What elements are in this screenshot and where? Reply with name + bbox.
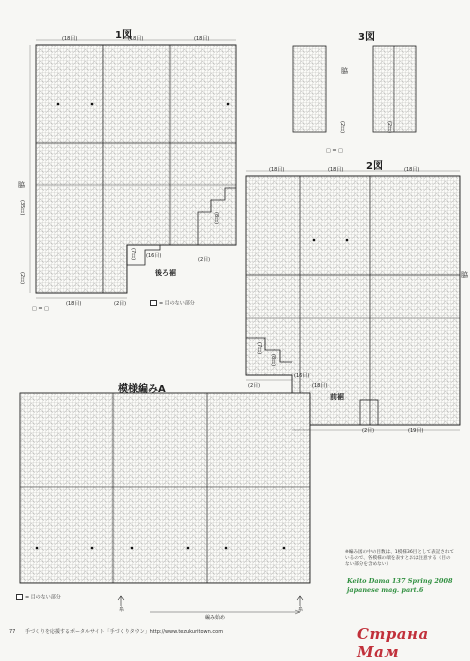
- fig1-side-label: 脇: [18, 181, 25, 189]
- fig2-top-count: (18目): [404, 167, 420, 173]
- figure-3-title: 3図: [358, 32, 375, 43]
- fig1-left-count: (2目): [19, 272, 25, 285]
- fig2-bottom-count: (18目): [312, 383, 328, 389]
- fig1-top-count: (18目): [194, 36, 210, 42]
- fig1-step-count: (7目): [130, 248, 136, 261]
- footer-text: 手づくりを応援するポータルサイト「手づくりタウン」http://www.tezukuritown.com: [24, 629, 224, 635]
- pattern-a-arrow-label: 糸: [298, 607, 304, 613]
- fig3-bottom-count: (2目): [339, 121, 345, 134]
- pattern-a-legend: [16, 594, 61, 602]
- fig2-step-count: (7目): [256, 342, 262, 355]
- figure-2-chart: [246, 176, 460, 425]
- fig2-caption: 前裾: [330, 393, 344, 401]
- fig2-step-count: (16目): [294, 373, 310, 379]
- page-number: 77: [9, 629, 16, 635]
- fig1-box-legend: □ = □: [32, 306, 49, 312]
- fig3-bottom-count: (2目): [386, 121, 392, 134]
- pattern-a-arrow-label: 編み始め: [205, 615, 226, 621]
- fig1-step-count: (2目): [198, 257, 211, 263]
- page-footer: [9, 628, 223, 635]
- fig1-left-count: (35目): [19, 200, 25, 216]
- pattern-note: ※編み図の中の目数は、1模様36目として表記されているので、各模様の端を表すとおは注意する（目のない部分を含めない）: [345, 550, 455, 567]
- pattern-a-title: 模様編みA: [118, 384, 166, 395]
- pattern-a-legend-item: = 目のない部分: [25, 594, 61, 601]
- fig2-top-count: (18目): [328, 167, 344, 173]
- fig3-box-legend: □ = □: [326, 148, 343, 154]
- fig2-side-label: 脇: [461, 271, 468, 279]
- magazine-credit: [347, 577, 453, 595]
- fig1-step-count: (8目): [213, 212, 219, 225]
- fig1-top-count: (18目): [128, 36, 144, 42]
- pattern-a-chart: [20, 393, 310, 614]
- pattern-a-arrow-label: 糸: [119, 607, 125, 613]
- fig1-top-count: (18目): [62, 36, 78, 42]
- credit-line-1: Keito Dama 137 Spring 2008: [347, 577, 453, 585]
- figure-1-title: 1図: [115, 30, 132, 41]
- fig2-top-count: (18目): [269, 167, 285, 173]
- fig2-bottom-count: (19目): [408, 428, 424, 434]
- fig3-side-label: 脇: [341, 67, 348, 75]
- watermark-logo: Страна Мам: [357, 625, 429, 661]
- fig1-caption: 後ろ裾: [155, 269, 176, 277]
- figure-3-chart: [293, 46, 416, 132]
- fig2-bottom-count: (2目): [362, 428, 375, 434]
- fig1-bottom-count: (2目): [114, 301, 127, 307]
- credit-line-2: japanese mag. part.6: [347, 586, 424, 594]
- fig1-step-count: (16目): [146, 253, 162, 259]
- fig2-bottom-count: (2目): [248, 383, 261, 389]
- figure-2-title: 2図: [366, 161, 383, 172]
- fig1-legend-item: = 目のない部分: [159, 300, 195, 307]
- fig2-step-count: (8目): [270, 354, 276, 367]
- fig1-bottom-count: (18目): [66, 301, 82, 307]
- fig1-legend: [150, 300, 195, 308]
